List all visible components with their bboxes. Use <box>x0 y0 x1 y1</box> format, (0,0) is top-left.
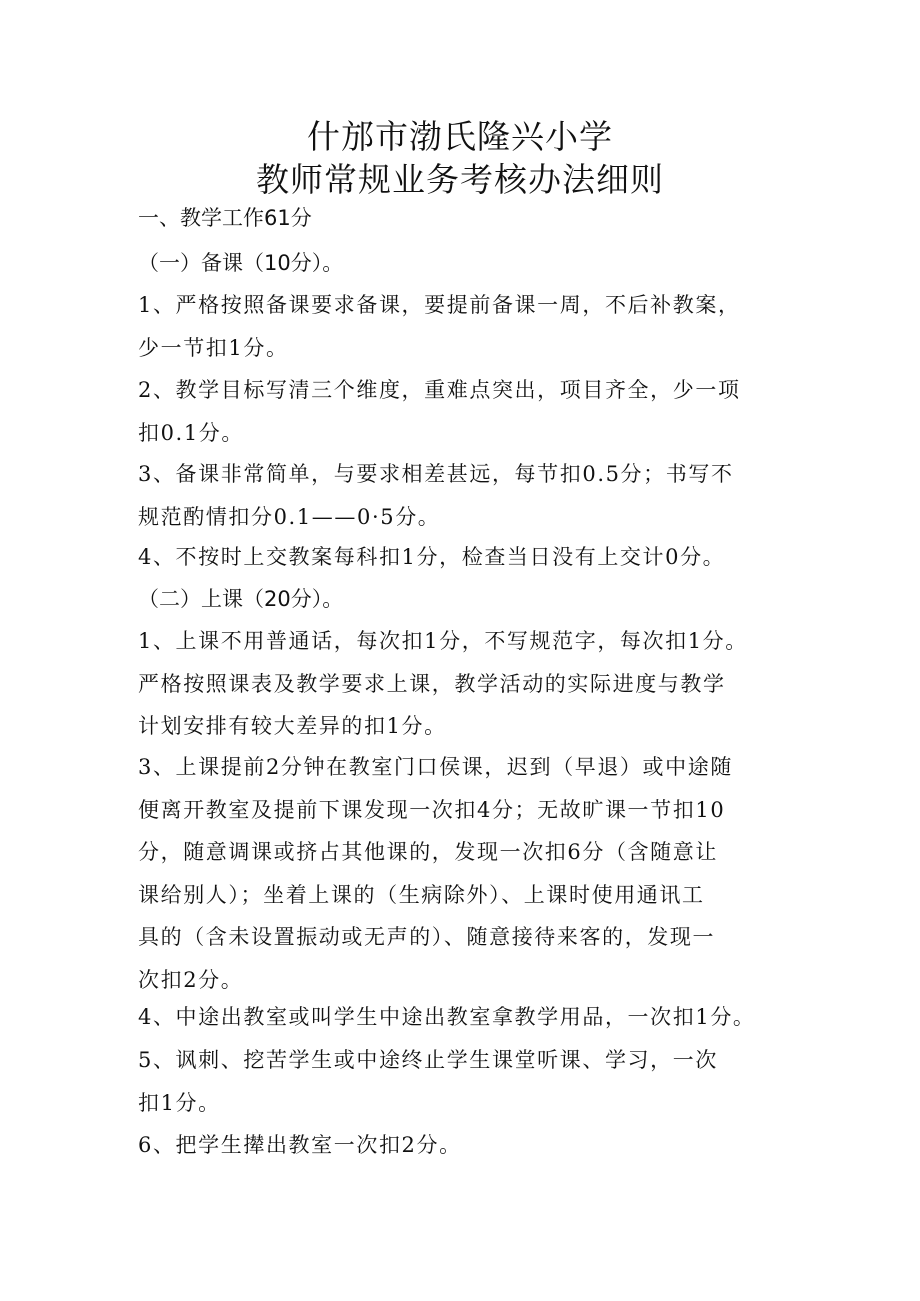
teaching-class-item-6 <box>138 1124 798 1167</box>
lesson-prep-item-1 <box>138 284 798 369</box>
text-line: 扣0.1分。 <box>138 420 244 445</box>
text-line: 次扣2分。 <box>138 967 244 992</box>
subsection-heading-teaching-class: （二）上课（20分）。 <box>138 587 344 611</box>
text-line: 课给别人）；坐着上课的（生病除外）、上课时使用通讯工 <box>138 882 705 907</box>
lesson-prep-item-4 <box>138 536 798 579</box>
text-line: 3、备课非常简单，与要求相差甚远，每节扣0.5分；书写不 <box>138 462 734 486</box>
lesson-prep-item-3 <box>138 453 798 538</box>
lesson-prep-item-2 <box>138 369 798 454</box>
text-line: 2、教学目标写清三个维度，重难点突出，项目齐全，少一项 <box>138 378 741 402</box>
text-line: 严格按照课表及教学要求上课，教学活动的实际进度与教学 <box>138 671 726 696</box>
text-line: 分，随意调课或挤占其他课的，发现一次扣6分（含随意让 <box>138 840 718 864</box>
teaching-class-item-1 <box>138 620 798 748</box>
text-line: 4、不按时上交教案每科扣1分，检查当日没有上交计0分。 <box>138 545 726 569</box>
teaching-class-item-3 <box>138 746 798 1001</box>
teaching-class-item-5 <box>138 1039 798 1124</box>
text-line: 计划安排有较大差异的扣1分。 <box>138 714 447 738</box>
text-line: 5、讽刺、挖苦学生或中途终止学生课堂听课、学习，一次 <box>138 1048 718 1072</box>
text-line: 具的（含未设置振动或无声的）、随意接待来客的，发现一 <box>138 925 716 949</box>
document-title-school: 什邡市渤氏隆兴小学 <box>307 117 613 156</box>
text-line: 少一节扣1分。 <box>138 335 289 360</box>
text-line: 6、把学生撵出教室一次扣2分。 <box>138 1133 462 1157</box>
text-line: 3、上课提前2分钟在教室门口侯课，迟到（早退）或中途随 <box>138 755 733 779</box>
subsection-heading-lesson-prep: （一）备课（10分）。 <box>138 251 344 275</box>
text-line: 4、中途出教室或叫学生中途出教室拿教学用品，一次扣1分。 <box>138 1005 756 1029</box>
teaching-class-item-4 <box>138 996 798 1039</box>
section-heading-teaching-work: 一、教学工作61分 <box>138 206 312 230</box>
text-line: 便离开教室及提前下课发现一次扣4分；无故旷课一节扣10 <box>138 797 726 822</box>
text-line: 1、上课不用普通话，每次扣1分，不写规范字，每次扣1分。 <box>138 629 748 653</box>
text-line: 扣1分。 <box>138 1090 221 1115</box>
text-line: 1、严格按照备课要求备课，要提前备课一周，不后补教案， <box>138 293 741 317</box>
document-title-rules: 教师常规业务考核办法细则 <box>256 160 664 199</box>
text-line: 规范酌情扣分0.1——0·5分。 <box>138 504 441 529</box>
